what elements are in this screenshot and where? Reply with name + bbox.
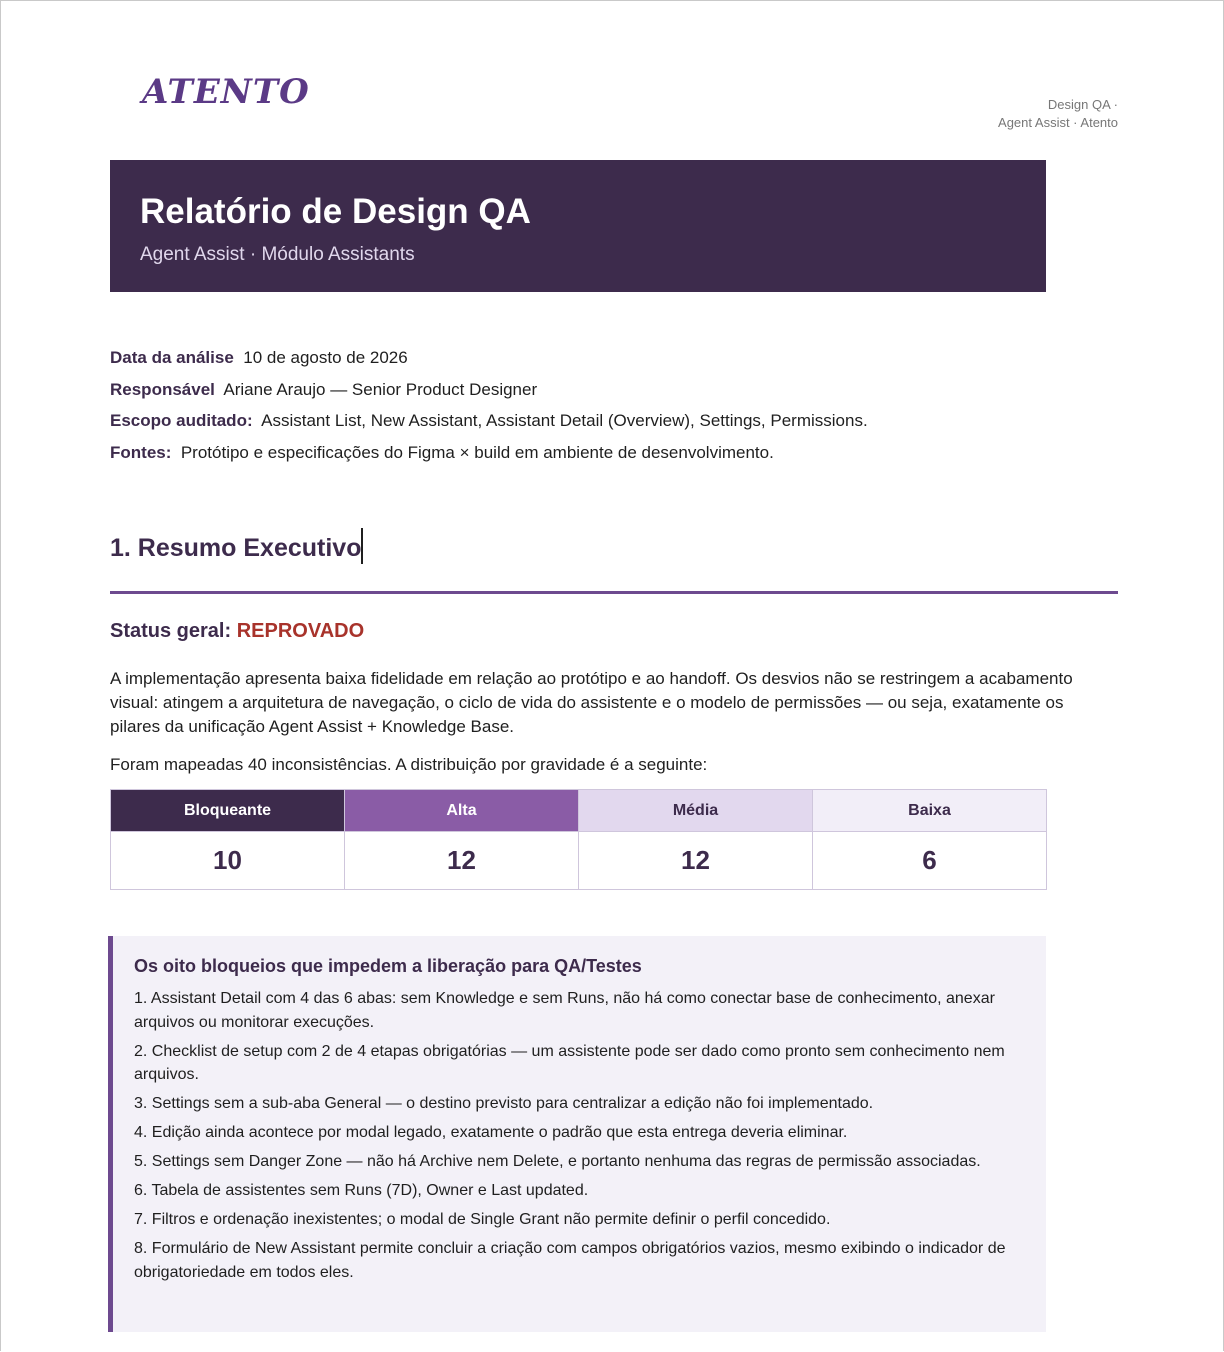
severity-count-medium: 12 [579, 832, 813, 890]
list-item: 1. Assistant Detail com 4 das 6 abas: sem Knowledge e sem Runs, não há como conectar base de conhecimento, anexar arquivos ou monitorar execuções. [134, 990, 995, 1031]
report-metadata [110, 346, 868, 472]
text-cursor [361, 528, 363, 564]
meta-date [110, 346, 868, 378]
status-label: Status geral: [110, 620, 232, 642]
meta-date-label: Data da análise [110, 348, 234, 367]
meta-scope [110, 409, 868, 441]
section-heading[interactable] [110, 528, 363, 564]
severity-table [110, 789, 1047, 890]
report-subtitle: Agent Assist · Módulo Assistants [140, 244, 415, 265]
meta-sources-label: Fontes: [110, 442, 172, 462]
meta-scope-label: Escopo auditado: [110, 411, 253, 430]
section-heading-text: 1. Resumo Executivo [110, 534, 362, 562]
severity-count-blocking: 10 [111, 832, 345, 890]
overall-status [110, 620, 364, 643]
meta-owner-value: Ariane Araujo — Senior Product Designer [223, 379, 538, 399]
severity-count-high: 12 [345, 832, 579, 890]
list-item: 5. Settings sem Danger Zone — não há Archive nem Delete, e portanto nenhuma das regras de permissão associadas. [134, 1153, 981, 1170]
list-item: 8. Formulário de New Assistant permite concluir a criação com campos obrigatórios vazios, mesmo exibindo o indicador de obrigatoriedade em todos eles. [134, 1240, 1006, 1281]
title-banner [110, 160, 1046, 292]
list-item: 2. Checklist de setup com 2 de 4 etapas obrigatórias — um assistente pode ser dado como pronto sem conhecimento nem arquivos. [134, 1042, 1005, 1083]
list-item: 6. Tabela de assistentes sem Runs (7D), Owner e Last updated. [134, 1182, 589, 1199]
list-item: 7. Filtros e ordenação inexistentes; o modal de Single Grant não permite definir o perfil concedido. [134, 1211, 831, 1228]
section-divider [110, 591, 1118, 594]
header-meta-line1: Design QA · [1047, 97, 1118, 112]
list-item: 4. Edição ainda acontece por modal legado, exatamente o padrão que esta entrega deveria eliminar. [134, 1124, 848, 1141]
header-meta-line2: Agent Assist · Atento [998, 115, 1118, 130]
meta-sources-value: Protótipo e especificações do Figma × build em ambiente de desenvolvimento. [180, 442, 774, 462]
atento-logo: ATENTO [142, 72, 310, 112]
blockers-callout [108, 936, 1046, 1332]
severity-header-medium: Média [579, 790, 813, 832]
severity-header-blocking: Bloqueante [111, 790, 345, 832]
meta-sources [110, 441, 868, 473]
severity-count-low: 6 [813, 832, 1047, 890]
header-meta [998, 96, 1118, 132]
callout-title: Os oito bloqueios que impedem a liberação para QA/Testes [134, 956, 642, 976]
count-paragraph: Foram mapeadas 40 inconsistências. A distribuição por gravidade é a seguinte: [110, 755, 708, 774]
severity-value-row [111, 832, 1047, 890]
severity-header-row [111, 790, 1047, 832]
severity-header-low: Baixa [813, 790, 1047, 832]
meta-owner-label: Responsável [110, 379, 215, 399]
status-value: REPROVADO [236, 620, 365, 642]
meta-owner [110, 378, 868, 410]
meta-date-value: 10 de agosto de 2026 [243, 348, 408, 367]
report-title: Relatório de Design QA [140, 192, 531, 231]
blockers-list [134, 987, 1020, 1284]
meta-scope-value: Assistant List, New Assistant, Assistant Detail (Overview), Settings, Permissions. [261, 411, 868, 430]
intro-paragraph: A implementação apresenta baixa fidelidade em relação ao protótipo e ao handoff. Os desvios não se restringem a acabamento visual: atingem a arquitetura de navegação, o ciclo de vida do assistente e o modelo de permissões — ou seja, exatamente os pilares da unificação Agent Assist + Knowledge Base. [110, 669, 1073, 736]
severity-header-high: Alta [345, 790, 579, 832]
list-item: 3. Settings sem a sub-aba General — o destino previsto para centralizar a edição não foi implementado. [134, 1095, 874, 1112]
